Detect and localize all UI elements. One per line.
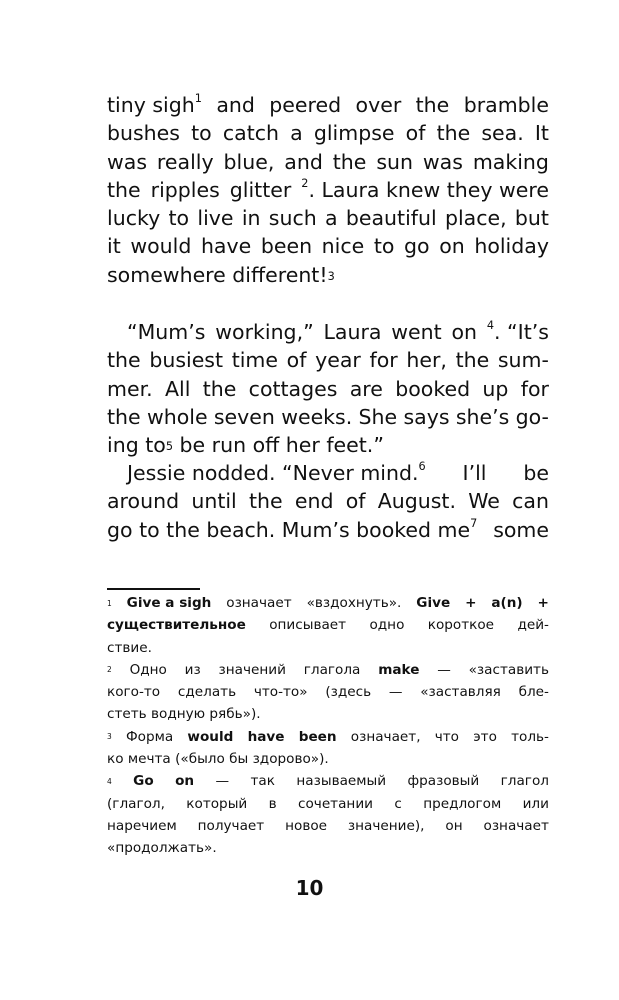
word: blue, — [223, 149, 275, 174]
word: for — [520, 376, 549, 401]
word: одно — [369, 617, 405, 634]
word: новое — [285, 817, 328, 834]
word: Go — [133, 773, 154, 790]
word: наречием — [107, 817, 177, 834]
word: says — [403, 404, 450, 429]
word: to — [191, 121, 212, 146]
word: She — [358, 404, 398, 429]
word: busiest — [149, 348, 224, 373]
word: глагола — [303, 661, 361, 678]
word: называемый — [296, 773, 387, 790]
text-fragment: tiny sigh — [107, 93, 195, 117]
footnote-term: make — [378, 661, 420, 678]
word: (глагол, — [107, 795, 165, 812]
word: the — [332, 149, 367, 174]
word: так — [250, 773, 275, 790]
footnote-4-cont — [107, 793, 549, 815]
word: to — [373, 234, 395, 259]
footnote-term: существительное — [107, 617, 246, 634]
footnote-ref[interactable]: 7 — [470, 516, 478, 530]
word: из — [184, 661, 201, 678]
word: получает — [197, 817, 265, 834]
word: We — [468, 489, 500, 514]
word: catch — [222, 121, 279, 146]
story-line — [107, 318, 549, 346]
word: «заставляя — [420, 684, 501, 701]
word: It — [534, 121, 549, 146]
footnote-text: Форма — [125, 728, 174, 745]
word: have — [247, 728, 285, 745]
word: сделать — [177, 684, 237, 701]
story-line — [107, 459, 549, 487]
word: кого-то — [107, 684, 161, 701]
footnote-separator — [107, 588, 200, 590]
word: the — [107, 177, 141, 202]
footnote-text: «продолжать». — [107, 840, 217, 857]
word: the — [415, 93, 450, 117]
word: глагол — [500, 773, 549, 790]
word: the — [107, 348, 141, 373]
word: year — [315, 348, 361, 373]
word: дей- — [517, 617, 549, 634]
word: been — [298, 728, 337, 745]
word: and — [216, 93, 255, 117]
footnote-1: $^1$ Give a sigh означает «вздохнуть». Give + a(n) + — [107, 592, 549, 614]
story-line — [107, 346, 549, 374]
footnote-ref[interactable]: 6 — [418, 459, 426, 473]
word: of — [345, 489, 366, 514]
footnote-2-cont — [107, 703, 549, 725]
word: booked — [395, 376, 471, 401]
footnotes — [107, 592, 549, 860]
word: go — [404, 234, 430, 259]
word: be — [523, 461, 549, 485]
word: the — [202, 376, 237, 401]
word: ripples — [150, 177, 220, 202]
word: — — [215, 773, 230, 790]
word: означает — [226, 595, 292, 611]
word: for — [369, 348, 398, 373]
word: peered — [269, 93, 342, 117]
word: bushes — [107, 121, 180, 146]
word: означает — [483, 817, 549, 834]
word: it — [107, 234, 121, 259]
footnote-term: Give a sigh — [126, 595, 212, 611]
word: her, — [406, 348, 447, 373]
word: in — [241, 206, 261, 231]
footnote-3-cont — [107, 748, 549, 770]
word: go- — [515, 404, 549, 429]
word: was — [422, 149, 463, 174]
word: place, — [444, 206, 507, 231]
word: короткое — [427, 617, 495, 634]
story-line — [107, 232, 549, 260]
word: of — [405, 121, 426, 146]
word: glimpse — [313, 121, 395, 146]
word: что — [434, 728, 459, 745]
word: предлогом — [423, 795, 502, 812]
word: and — [284, 149, 323, 174]
word: really — [156, 149, 214, 174]
word: on — [439, 234, 465, 259]
footnote-4: $^4$ Go on — так называемый фразовый глагол — [107, 770, 549, 792]
word: to — [168, 206, 190, 231]
footnote-1-cont — [107, 637, 549, 659]
word: on — [451, 320, 478, 344]
footnote-4-cont — [107, 815, 549, 837]
story-paragraph-2 — [107, 318, 549, 459]
word: the — [107, 404, 141, 429]
footnote-2: $^2$ Одно из значений глагола make — «заставить — [107, 659, 549, 681]
word: around — [107, 489, 180, 514]
word: over — [355, 93, 402, 117]
word: August. — [377, 489, 456, 514]
story-line: somewhere different! $^3$ — [107, 261, 549, 289]
text-fragment: ing to — [107, 433, 166, 458]
word: sun — [376, 149, 413, 174]
story-line — [107, 119, 549, 147]
word: whole — [146, 404, 208, 429]
word: что-то» — [253, 684, 308, 701]
word: I’ll — [462, 461, 487, 485]
word: making — [472, 149, 549, 174]
word: — — [388, 684, 403, 701]
word: + — [465, 595, 477, 611]
word: означает, — [350, 728, 421, 745]
word: это — [473, 728, 497, 745]
word: she’s — [455, 404, 510, 429]
footnote-1-cont — [107, 614, 549, 636]
word: end — [294, 489, 334, 514]
word: the — [455, 348, 490, 373]
text-fragment: go to the beach. Mum’s booked me — [107, 517, 471, 542]
word: cottages — [248, 376, 338, 401]
word: live — [197, 206, 234, 231]
footnote-ref[interactable]: 1 — [194, 91, 202, 105]
text-fragment: . “It’s — [494, 320, 549, 344]
word: Одно — [129, 661, 167, 678]
word: glitter — [229, 177, 292, 202]
word: such — [268, 206, 317, 231]
word: + — [537, 595, 549, 611]
word: beautiful — [345, 206, 437, 231]
story-line — [107, 516, 549, 544]
footnote-text: ко мечта («было бы здорово»). — [107, 751, 329, 768]
word: but — [514, 206, 549, 231]
text-fragment: Jessie nodded. “Never mind. — [127, 461, 419, 485]
text-fragment: some — [493, 517, 549, 542]
story-line — [107, 487, 549, 515]
word: lucky — [107, 206, 161, 231]
word: a — [290, 121, 303, 146]
word: can — [512, 489, 549, 514]
text-fragment: . Laura knew they were — [308, 177, 549, 202]
word: sea. — [481, 121, 524, 146]
word: Give — [416, 595, 451, 611]
word: описывает — [269, 617, 347, 634]
word: nice — [321, 234, 365, 259]
footnote-3: $^3$ Форма would have been означает, что это толь- — [107, 726, 549, 748]
word: — — [437, 661, 451, 678]
word: bramble — [463, 93, 549, 117]
word: a(n) — [491, 595, 523, 611]
word: the — [436, 121, 471, 146]
word: until — [191, 489, 237, 514]
word: working,” — [215, 320, 314, 344]
word: толь- — [511, 728, 549, 745]
word: значение), — [347, 817, 425, 834]
word: сочетании — [298, 795, 373, 812]
word: weeks. — [281, 404, 353, 429]
word: «вздохнуть». — [306, 595, 402, 611]
footnote-2-cont — [107, 681, 549, 703]
word: went — [391, 320, 442, 344]
word: have — [200, 234, 252, 259]
footnote-4-cont — [107, 837, 549, 859]
word: of — [286, 348, 307, 373]
footnote-ref[interactable]: 4 — [486, 318, 495, 332]
story-line — [107, 148, 549, 176]
word: holiday — [474, 234, 549, 259]
word: (здесь — [325, 684, 372, 701]
word: он — [445, 817, 463, 834]
word: Laura — [323, 320, 382, 344]
story-paragraph-1 — [107, 91, 549, 289]
story-line: ing to $^5$ be run off her feet.” — [107, 431, 549, 459]
story-line — [107, 375, 549, 403]
footnote-text: ствие. — [107, 639, 152, 656]
story-line — [107, 91, 549, 119]
page-number: 10 — [295, 876, 324, 900]
story-line — [107, 403, 549, 431]
word: sum- — [497, 348, 549, 373]
word: time — [231, 348, 279, 373]
story-paragraph-3 — [107, 459, 549, 544]
word: фразовый — [407, 773, 480, 790]
word: который — [186, 795, 248, 812]
word: the — [248, 489, 283, 514]
word: are — [349, 376, 383, 401]
footnote-text: стеть водную рябь»). — [107, 706, 261, 723]
word: would — [130, 234, 192, 259]
word: или — [522, 795, 549, 812]
word: бле- — [518, 684, 549, 701]
word: up — [482, 376, 509, 401]
text-fragment: somewhere different! — [107, 262, 328, 287]
word: was — [107, 149, 148, 174]
footnote-ref[interactable]: 2 — [301, 176, 309, 190]
word: seven — [213, 404, 275, 429]
word: значений — [218, 661, 286, 678]
story-line — [107, 204, 549, 232]
word: «заставить — [468, 661, 549, 678]
word: would — [187, 728, 234, 745]
text-fragment: be run off her feet.” — [179, 433, 384, 458]
word: mer. — [107, 376, 153, 401]
word: on — [175, 773, 195, 790]
word: с — [394, 795, 402, 812]
story-line — [107, 176, 549, 204]
word: All — [164, 376, 191, 401]
word: в — [268, 795, 277, 812]
word: a — [325, 206, 338, 231]
word: been — [260, 234, 313, 259]
word: “Mum’s — [127, 320, 206, 344]
